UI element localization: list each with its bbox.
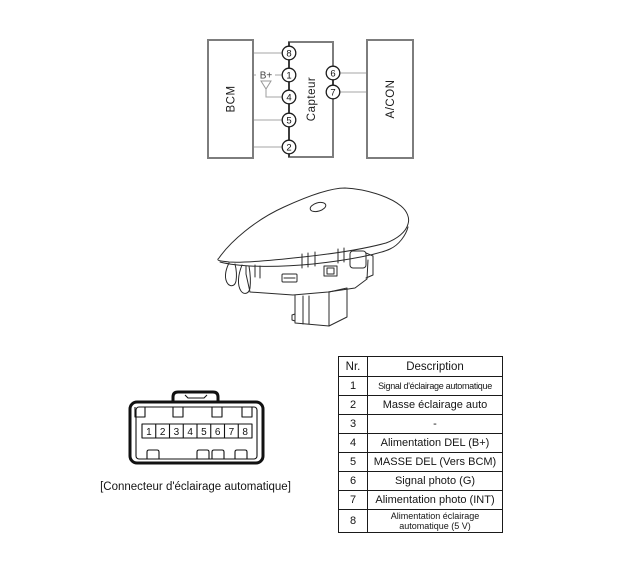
table-row (339, 415, 503, 434)
sensor-lens-hole (309, 201, 327, 213)
capteur-pin-8 (282, 46, 296, 60)
pin-number: 1 (286, 70, 292, 82)
table-row (339, 453, 503, 472)
connector-caption: [Connecteur d'éclairage automatique] (100, 481, 291, 493)
sensor-prong-2 (238, 265, 250, 293)
connector-pin-1: 1 (146, 426, 152, 438)
cell-description: Masse éclairage auto (368, 396, 503, 415)
cell-description: Alimentation DEL (B+) (368, 434, 503, 453)
connector-pin-3: 3 (173, 426, 180, 438)
table-row (339, 472, 503, 491)
bplus-triangle-symbol (261, 81, 271, 89)
cell-nr: 1 (339, 377, 368, 396)
capteur-pin-2 (282, 140, 296, 154)
table-row (339, 377, 503, 396)
cell-description: Signal photo (G) (368, 472, 503, 491)
sensor-face-rim (220, 227, 408, 266)
connector-pin-2: 2 (159, 426, 166, 438)
table-row (339, 510, 503, 533)
sensor-stem-side (329, 288, 347, 326)
connector-pin-4: 4 (187, 426, 193, 438)
pin-number: 2 (286, 142, 292, 154)
acon-label: A/CON (385, 79, 397, 119)
connector-pin-dividers (156, 424, 239, 438)
capteur-pin-4 (282, 90, 296, 104)
table-row (339, 434, 503, 453)
cell-nr: 4 (339, 434, 368, 453)
bcm-label: BCM (225, 85, 238, 113)
cell-description: Alimentation photo (INT) (368, 491, 503, 510)
sensor-clip-inner (327, 268, 334, 274)
cell-nr: 3 (339, 415, 368, 434)
connector-pin-6: 6 (214, 426, 221, 438)
connector-pin-7: 7 (228, 426, 235, 438)
cell-nr: 6 (339, 472, 368, 491)
table-row (339, 396, 503, 415)
wiring-schematic (0, 0, 622, 185)
connector-top-slots (135, 407, 252, 417)
capteur-pin-7 (326, 85, 340, 99)
table-row (339, 491, 503, 510)
cell-description: Signal d'éclairage automatique (368, 377, 503, 396)
cell-description: MASSE DEL (Vers BCM) (368, 453, 503, 472)
pin-number: 8 (286, 48, 292, 60)
table-header-row (339, 357, 503, 377)
sensor-prong-1 (225, 263, 236, 286)
sensor-stem-lines (303, 296, 309, 324)
capteur-label: Capteur (306, 76, 318, 122)
connector-tab-detail (185, 395, 207, 398)
connector-pin-5: 5 (201, 426, 207, 438)
cell-nr: 5 (339, 453, 368, 472)
connector-bottom-slots (147, 450, 247, 459)
cell-nr: 7 (339, 491, 368, 510)
cell-nr: 2 (339, 396, 368, 415)
capteur-pin-6 (326, 66, 340, 80)
sensor-side-bracket (350, 251, 366, 268)
wire-bplus-pin4 (266, 89, 283, 97)
capteur-pin-5 (282, 113, 296, 127)
sensor-stem-front (295, 292, 329, 326)
header-nr: Nr. (339, 357, 368, 377)
pin-number: 7 (330, 87, 336, 99)
capteur-pin-1 (282, 68, 296, 82)
auto-light-sensor-illustration (198, 182, 428, 337)
cell-nr: 8 (339, 510, 368, 533)
pin-number: 4 (286, 92, 292, 104)
pin-number: 6 (330, 68, 336, 80)
sensor-top-face (218, 188, 409, 262)
connector-diagram (88, 386, 308, 486)
connector-pin-8: 8 (242, 426, 248, 438)
cell-description: Alimentation éclairage automatique (5 V) (368, 510, 503, 533)
pin-number: 5 (286, 115, 292, 127)
header-description: Description (368, 357, 503, 377)
cell-description: - (368, 415, 503, 434)
bplus-label: B+ (259, 70, 273, 82)
pin-description-table (338, 356, 503, 533)
